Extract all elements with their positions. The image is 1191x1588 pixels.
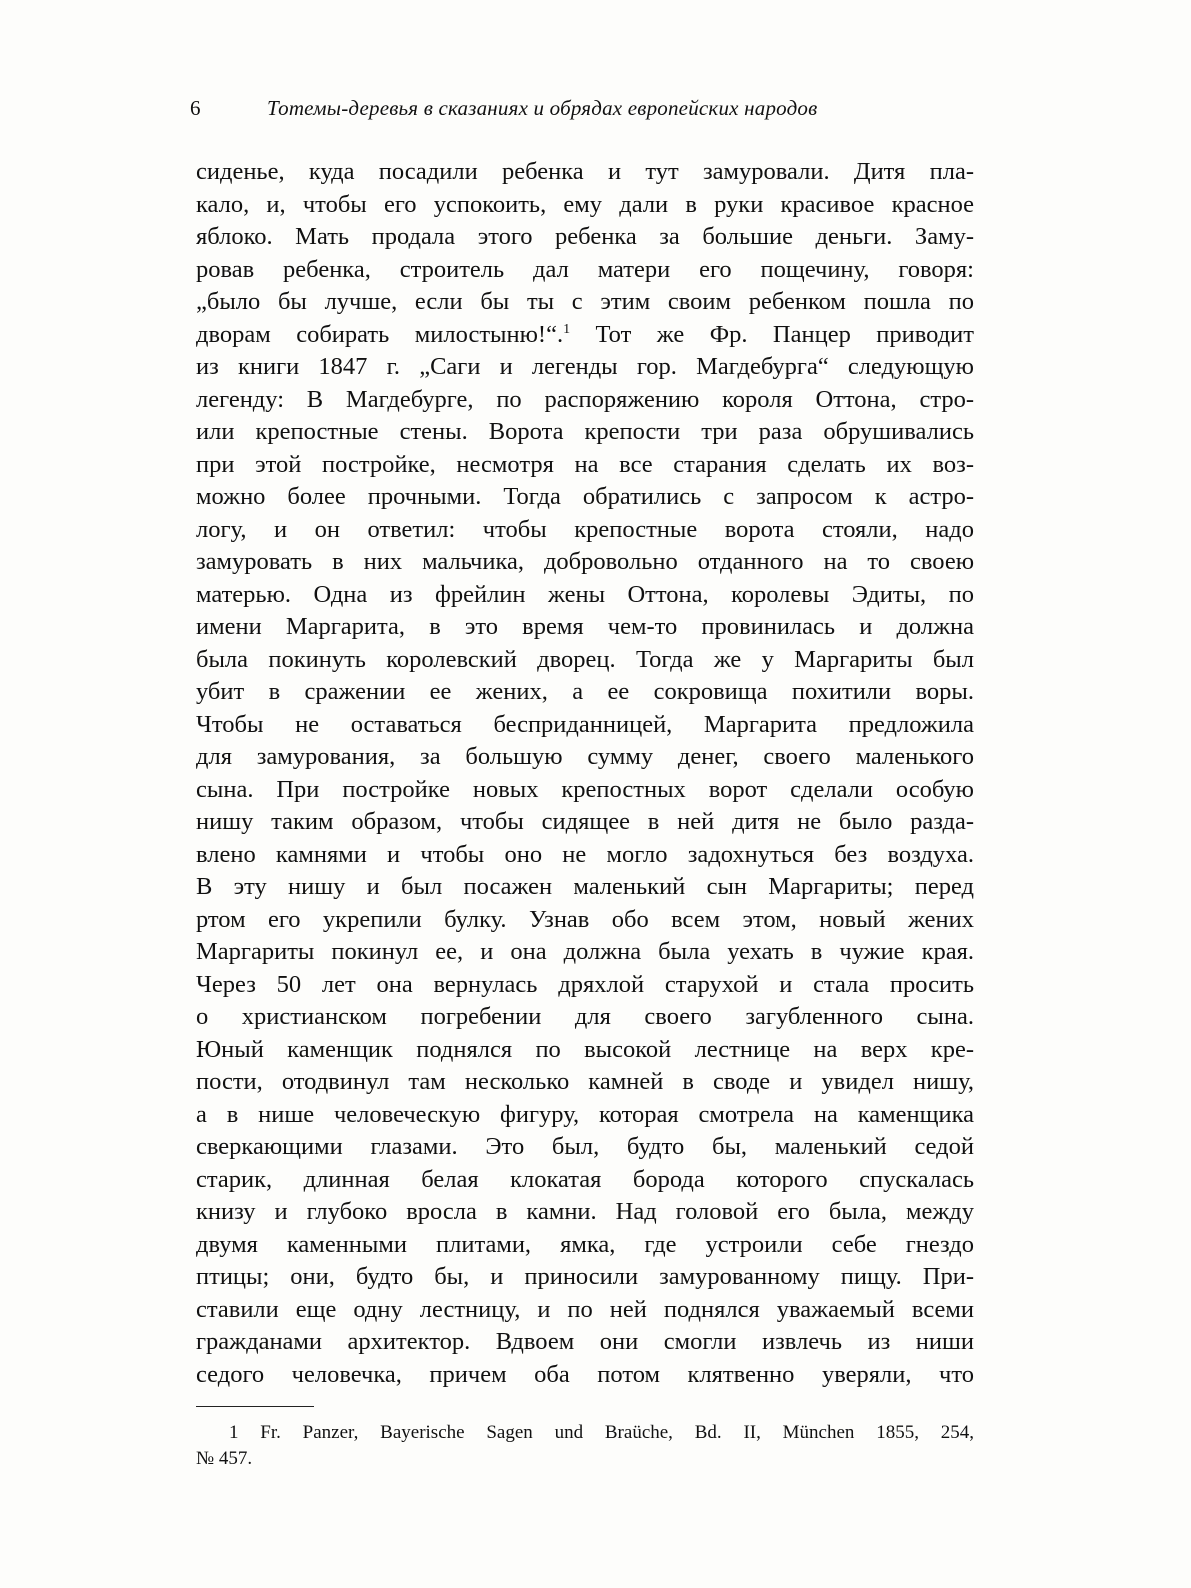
page-number: 6 xyxy=(190,96,201,120)
footnote-line: № 457. xyxy=(196,1448,253,1469)
text-line: нишу таким образом, чтобы сидящее в ней дитя не было разда- xyxy=(196,808,974,835)
text-line: Через 50 лет она вернулась дряхлой старухой и стала просить xyxy=(196,970,974,998)
text-line: при этой постройке, несмотря на все старания сделать их воз- xyxy=(196,450,974,478)
text-line: замуровать в них мальчика, добровольно отданного на то своею xyxy=(196,548,974,575)
text-line-with-footnote xyxy=(196,319,974,352)
text-line: логу, и он ответил: чтобы крепостные ворота стояли, надо xyxy=(196,515,974,543)
text-line: матерью. Одна из фрейлин жены Оттона, королевы Эдиты, по xyxy=(196,580,974,608)
text-line: сиденье, куда посадили ребенка и тут замуровали. Дитя пла- xyxy=(196,158,974,185)
text-line: гражданами архитектор. Вдвоем они смогли извлечь из ниши xyxy=(196,1328,974,1355)
text-line: яблоко. Мать продала этого ребенка за большие деньги. Заму- xyxy=(196,223,974,250)
text-line: старик, длинная белая клокатая борода которого спускалась xyxy=(196,1165,974,1193)
text-line: имени Маргарита, в это время чем-то провинилась и должна xyxy=(196,613,974,640)
text-line: Маргариты покинул ее, и она должна была уехать в чужие края. xyxy=(196,938,974,965)
text-line: ровав ребенка, строитель дал матери его пощечину, говоря: xyxy=(196,255,974,283)
text-line: из книги 1847 г. „Саги и легенды гор. Магдебурга“ следующую xyxy=(196,353,974,380)
text-line: седого человечка, причем оба потом клятвенно уверяли, что xyxy=(196,1360,974,1388)
page-header xyxy=(190,96,990,126)
footnote-text: Fr. Panzer, Bayerische Sagen und Braüche, Bd. II, München 1855, 254, xyxy=(260,1422,974,1443)
text-line: двумя каменными плитами, ямка, где устроили себе гнездо xyxy=(196,1230,974,1258)
text-line: влено камнями и чтобы оно не могло задохнуться без воздуха. xyxy=(196,840,974,868)
text-line: легенду: В Магдебурге, по распоряжению короля Оттона, стро- xyxy=(196,385,974,413)
text-line: а в нише человеческую фигуру, которая смотрела на каменщика xyxy=(196,1100,974,1128)
running-title: Тотемы-деревья в сказаниях и обрядах европейских народов xyxy=(267,96,818,120)
footnote-marker: 1 xyxy=(229,1422,239,1443)
text-line-part: Тот же Фр. Панцер приводит xyxy=(570,320,974,348)
text-line: убит в сражении ее жених, а ее сокровища похитили воры. xyxy=(196,678,974,705)
text-line: В эту нишу и был посажен маленький сын Маргариты; перед xyxy=(196,873,974,900)
text-line: была покинуть королевский дворец. Тогда же у Маргариты был xyxy=(196,645,974,673)
text-line: или крепостные стены. Ворота крепости три раза обрушивались xyxy=(196,418,974,445)
footnote-line xyxy=(196,1420,974,1446)
text-line: „было бы лучше, если бы ты с этим своим ребенком пошла по xyxy=(196,288,974,315)
text-line: ставили еще одну лестницу, и по ней поднялся уважаемый всеми xyxy=(196,1295,974,1323)
text-line: ртом его укрепили булку. Узнав обо всем этом, новый жених xyxy=(196,905,974,933)
text-line: книзу и глубоко вросла в камни. Над головой его была, между xyxy=(196,1198,974,1225)
text-line: для замурования, за большую сумму денег, своего маленького xyxy=(196,743,974,770)
text-line: птицы; они, будто бы, и приносили замурованному пищу. При- xyxy=(196,1263,974,1290)
text-line: сына. При постройке новых крепостных ворот сделали особую xyxy=(196,775,974,803)
footnote-reference: 1 xyxy=(563,321,571,337)
text-line: сверкающими глазами. Это был, будто бы, маленький седой xyxy=(196,1133,974,1160)
text-line: Чтобы не оставаться бесприданницей, Маргарита предложила xyxy=(196,710,974,738)
text-line: кало, и, чтобы его успокоить, ему дали в руки красивое красное xyxy=(196,190,974,218)
footnote-divider xyxy=(196,1406,314,1407)
text-line: можно более прочными. Тогда обратились с запросом к астро- xyxy=(196,483,974,510)
footnote xyxy=(196,1420,974,1472)
body-text xyxy=(196,156,974,1391)
text-line-part: дворам собирать милостыню!“. xyxy=(196,320,564,348)
text-line: Юный каменщик поднялся по высокой лестнице на верх кре- xyxy=(196,1035,974,1063)
text-line: о христианском погребении для своего загубленного сына. xyxy=(196,1003,974,1030)
text-line: пости, отодвинул там несколько камней в своде и увидел нишу, xyxy=(196,1068,974,1095)
